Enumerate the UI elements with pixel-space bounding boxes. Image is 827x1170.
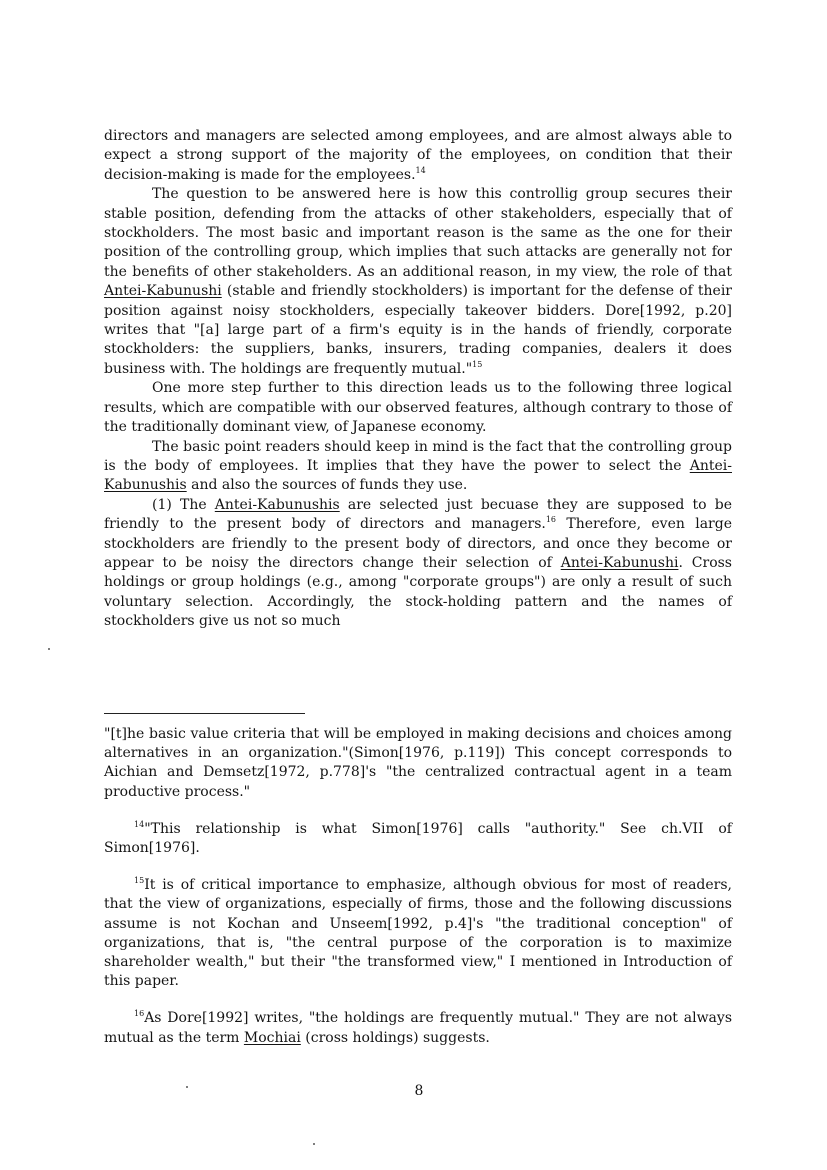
- paragraph-4: [104, 438, 732, 496]
- paragraph-1: [104, 127, 732, 185]
- footnote-15-mark: 15: [134, 876, 145, 886]
- footnote-16: [104, 1009, 732, 1047]
- scan-speck: [186, 1086, 188, 1088]
- footnote-ref-14: 14: [415, 165, 426, 175]
- body-text: [104, 127, 732, 632]
- footnote-ref-15: 15: [472, 359, 483, 369]
- footnote-14: [104, 820, 732, 858]
- scan-speck: [313, 1143, 315, 1145]
- paragraph-1-text: directors and managers are selected among employees, and are almost always able to expect a strong support of the majority of the employees, on condition that their decision-making is made for the employees.: [104, 128, 732, 183]
- term-antei-kabunushis: Antei-Kabunushis: [104, 457, 732, 494]
- footnote-16-text-a: As Dore[1992] writes, "the holdings are frequently mutual." They are not always mutual as the term: [104, 1010, 732, 1046]
- footnote-16-mark: 16: [134, 1009, 145, 1019]
- paragraph-5-text-c: Therefore, even large stockholders are friendly to the present body of directors, and once they become or appear to be noisy the directors change their selection of: [104, 516, 732, 571]
- paragraph-4-text-b: and also the sources of funds they use.: [186, 477, 468, 494]
- footnote-16-text-b: (cross holdings) suggests.: [300, 1029, 490, 1046]
- footnote-separator: [104, 713, 305, 714]
- footnote-15-text: It is of critical importance to emphasize, although obvious for most of readers, that the view of organizations, especially of firms, those and the following discussions assume is not Kochan and Unseem[1992, p.4]'s "the traditional conception" of organizations, that is, "the central purpose of the corporation is to maximize shareholder wealth," but their "the transformed view," I mentioned in Introduction of this paper.: [104, 877, 732, 990]
- paragraph-5: [104, 496, 732, 632]
- footnote-13-continued: [104, 725, 732, 802]
- footnote-15: [104, 876, 732, 991]
- page-number: 8: [414, 1083, 424, 1099]
- paragraph-5-text-d: . Cross holdings or group holdings (e.g., among "corporate groups") are only a result of such voluntary selection. Accordingly, the stock-holding pattern and the names of stockholders give us not so much: [104, 554, 732, 630]
- paragraph-3-text: One more step further to this direction leads us to the following three logical results, which are compatible with our observed features, although contrary to those of the traditionally dominant view, of Japanese economy.: [104, 380, 732, 436]
- paragraph-4-text: The basic point readers should keep in mind is the fact that the controlling group is the body of employees. It implies that they have the power to select the: [104, 438, 732, 474]
- paragraph-2: [104, 185, 732, 379]
- term-mochiai: Mochiai: [243, 1029, 301, 1046]
- footnote-ref-16: 16: [545, 515, 557, 525]
- footnote-13-text: "[t]he basic value criteria that will be employed in making decisions and choices among alternatives in an organization."(Simon[1976, p.119]) This concept corresponds to Aichian and Demsetz[1972, p.778]'s "the centralized contractual agent in a team productive process.": [104, 726, 732, 800]
- paragraph-5-text-b: are selected just becuase they are supposed to be friendly to the present body of directors and managers.: [104, 496, 732, 533]
- footnote-14-mark: 14: [134, 819, 145, 829]
- paragraph-2-text: The question to be answered here is how this controllig group secures their stable position, defending from the attacks of other stakeholders, especially that of stockholders. The most basic and important reason is the same as the one for their position of the controlling group, which implies that such attacks are generally not for the benefits of other stakeholders. As an additional reason, in my view, the role of that: [104, 186, 732, 280]
- term-antei-kabunushis-2: Antei-Kabunushis: [214, 496, 340, 513]
- footnotes: [104, 725, 732, 1048]
- term-antei-kabunushi-2: Antei-Kabunushi: [560, 554, 679, 571]
- term-antei-kabunushi: Antei-Kabunushi: [104, 283, 222, 300]
- footnote-14-text: "This relationship is what Simon[1976] calls "authority." See ch.VII of Simon[1976].: [104, 820, 732, 857]
- paragraph-5-text-a: (1) The: [152, 496, 215, 513]
- paragraph-2-text-b: (stable and friendly stockholders) is important for the defense of their position against noisy stockholders, especially takeover bidders. Dore[1992, p.20] writes that "[a] large part of a firm's equity is in the hands of friendly, corporate stockholders: the suppliers, banks, insurers, trading companies, dealers it does business with. The holdings are frequently mutual.": [104, 283, 732, 377]
- scan-speck: [48, 648, 50, 650]
- paragraph-3: [104, 379, 732, 437]
